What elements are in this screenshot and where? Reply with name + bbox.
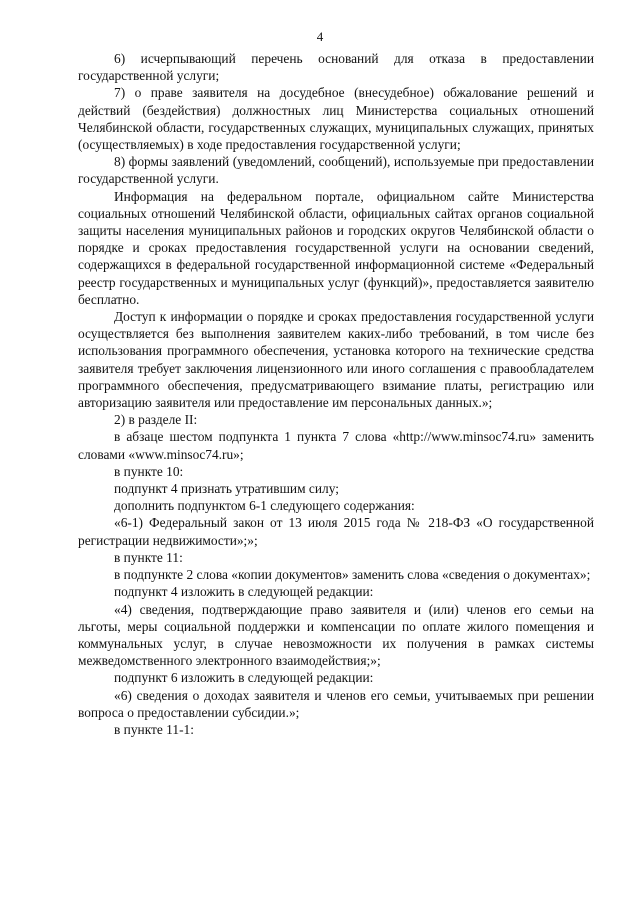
paragraph: в пункте 11-1: [114, 721, 194, 737]
page-number: 4 [316, 29, 324, 44]
paragraph: дополнить подпунктом 6-1 следующего содержания: [114, 498, 415, 514]
paragraph: 6) исчерпывающий перечень оснований для отказа в предоставлении государственной услуги; [78, 51, 594, 84]
paragraph: в пункте 10: [114, 463, 184, 479]
paragraph: подпункт 4 признать утратившим силу; [114, 481, 339, 497]
paragraph: «6) сведения о доходах заявителя и членов его семьи, учитываемых при решении вопроса о предоставлении субсидии.»; [78, 687, 594, 720]
paragraph: «6-1) Федеральный закон от 13 июля 2015 года № 218-ФЗ «О государственной регистрации недвижимости»;»; [78, 515, 594, 548]
paragraph: в абзаце шестом подпункта 1 пункта 7 слова «http://www.minsoc74.ru» заменить словами «www.minsoc74.ru»; [78, 429, 594, 462]
paragraph: 2) в разделе II: [114, 412, 198, 428]
paragraph: «4) сведения, подтверждающие право заявителя и (или) членов его семьи на льготы, меры социальной поддержки и компенсации по оплате жилого помещения и коммунальных услуг, в случае невозможности их получения в рамках системы межведомственного электронного взаимодействия;»; [78, 601, 594, 669]
paragraph: 7) о праве заявителя на досудебное (внесудебное) обжалование решений и действий (бездействия) должностных лиц Министерства социальных отношений Челябинской области, государственных служащих, муниципальных служащих, принятых (осуществляемых) в ходе предоставления государственной услуги; [78, 85, 594, 153]
paragraph: в подпункте 2 слова «копии документов» заменить слова «сведения о документах»; [114, 567, 591, 583]
paragraph: подпункт 6 изложить в следующей редакции: [114, 670, 374, 686]
paragraph: 8) формы заявлений (уведомлений, сообщений), используемые при предоставлении государственной услуги. [78, 154, 594, 187]
paragraph: Информация на федеральном портале, официальном сайте Министерства социальных отношений Челябинской области, официальных сайтах органов социальной защиты населения муниципальных районов и городских округов Челябинской области о порядке и сроках предоставления государственной услуги на основании сведений, содержащихся в федеральной государственной информационной системе «Федеральный реестр государственных и муниципальных услуг (функций)», предоставляется заявителю бесплатно. [78, 188, 594, 307]
document-body [78, 50, 594, 738]
paragraph: в пункте 11: [114, 549, 183, 565]
paragraph: подпункт 4 изложить в следующей редакции: [114, 584, 374, 600]
paragraph: Доступ к информации о порядке и сроках предоставления государственной услуги осуществляется без выполнения заявителем каких-либо требований, в том числе без использования программного обеспечения, установка которого на технические средства заявителя требует заключения лицензионного или иного соглашения с правообладателем программного обеспечения, предусматривающего взимание платы, регистрацию или авторизацию заявителя или предоставление им персональных данных.»; [78, 309, 594, 411]
